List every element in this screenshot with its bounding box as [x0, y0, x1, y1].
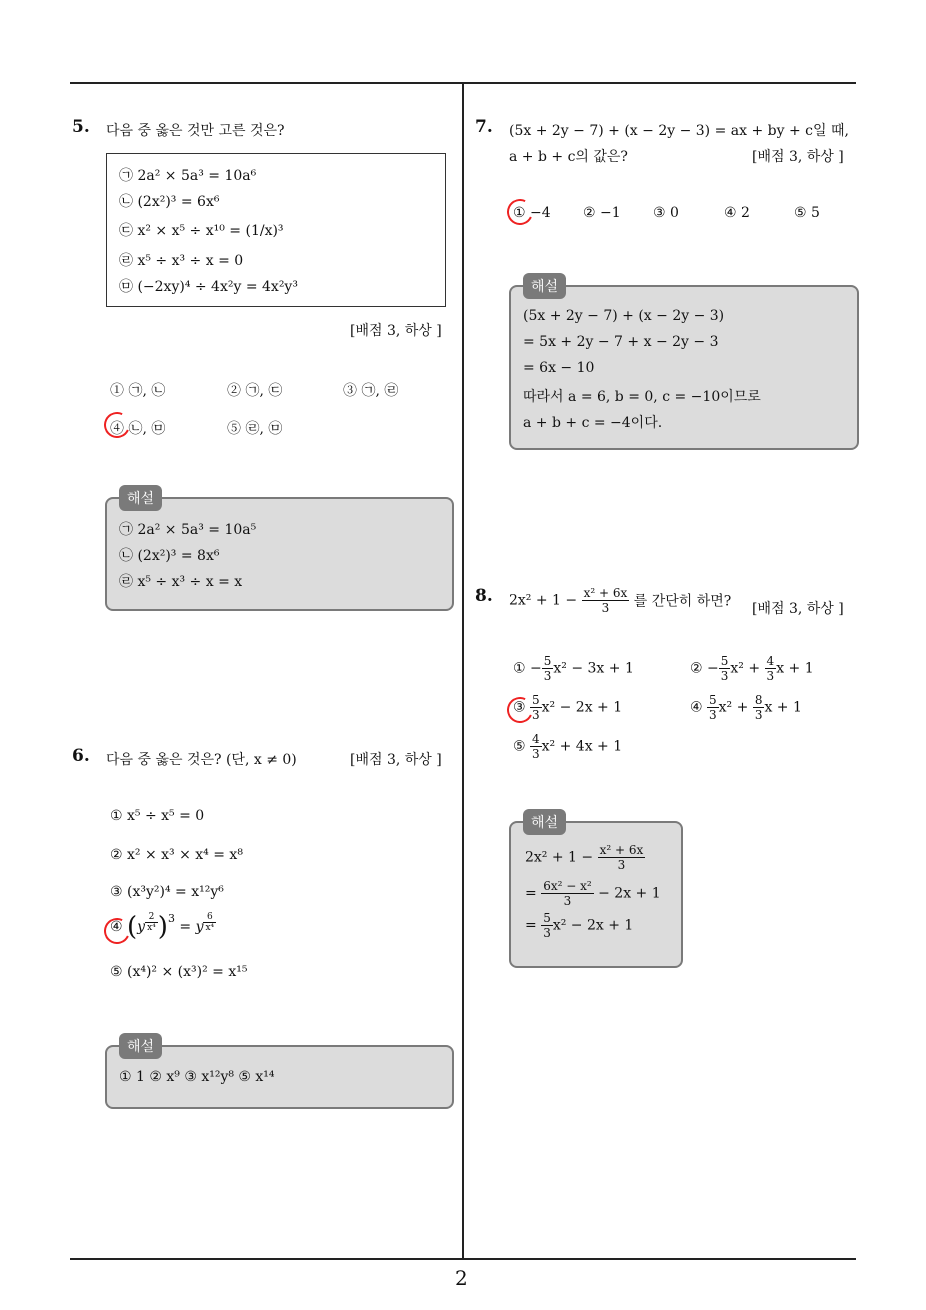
q8-c2-frac2	[765, 654, 777, 683]
q5-text: 다음 중 옳은 것만 고른 것은?	[106, 123, 285, 139]
q7-solution-box	[509, 285, 859, 450]
q6-c4-exp: 3	[167, 912, 175, 925]
q8-solution-line-3	[525, 911, 633, 940]
q8-c3-rest: x² − 2x + 1	[541, 699, 623, 716]
q6-choice-3[interactable]: ③ (x³y²)⁴ = x¹²y⁶	[110, 884, 224, 900]
q8-text	[509, 586, 731, 615]
q8-sol-l2-pre: =	[525, 885, 537, 902]
q5-choice-4[interactable]: ④ ㉡, ㉤	[110, 421, 166, 437]
q8-c2-d2: 3	[766, 669, 775, 683]
q8-c1-mark: ①	[513, 660, 526, 677]
q7-solution-line: = 6x − 10	[523, 360, 595, 376]
q8-c4-rest2: x + 1	[764, 699, 802, 716]
q8-sol-l2-frac	[541, 879, 593, 908]
q6-choice-4-mark: ④	[110, 919, 123, 935]
q8-sol-l1-pre: 2x² + 1 −	[525, 849, 594, 866]
q5-choice-2[interactable]: ② ㉠, ㉢	[227, 383, 283, 399]
q8-c1-n1: 5	[543, 654, 552, 668]
q7-choice-4[interactable]: ④ 2	[724, 205, 750, 221]
q7-choice-3[interactable]: ③ 0	[653, 205, 679, 221]
q8-c2-rest2: x + 1	[776, 660, 814, 677]
q8-c1-d1: 3	[543, 669, 552, 683]
q8-solution-box	[509, 821, 683, 968]
q8-text-den: 3	[601, 601, 610, 615]
q8-c4-d1: 3	[709, 708, 717, 722]
q6-c4-num1: 2	[145, 912, 158, 923]
q8-c2-mark: ②	[690, 660, 703, 677]
q8-solution-line-1	[525, 843, 645, 872]
q8-text-post: 를 간단히 하면?	[633, 593, 732, 610]
q6-c4-frac2	[203, 912, 216, 933]
q8-c3-mark: ③	[513, 699, 526, 716]
q8-c5-d1: 3	[532, 747, 540, 761]
q8-c2-rest: x² +	[730, 660, 761, 677]
q5-item: ㉤ (−2xy)⁴ ÷ 4x²y = 4x²y³	[119, 279, 298, 295]
q5-item: ㉡ (2x²)³ = 6x⁶	[119, 194, 220, 210]
q6-choice-1[interactable]: ① x⁵ ÷ x⁵ = 0	[110, 808, 205, 824]
q5-choice-5[interactable]: ⑤ ㉣, ㉤	[227, 421, 283, 437]
q7-choice-5[interactable]: ⑤ 5	[794, 205, 820, 221]
q7-score: [배점 3, 하상 ]	[752, 149, 844, 165]
q8-c4-n1: 5	[709, 693, 717, 707]
q7-solution-tag: 해설	[523, 273, 566, 299]
q6-c4-den1: x⁴	[147, 923, 156, 933]
q8-c3-d1: 3	[532, 708, 540, 722]
q8-solution-tag: 해설	[523, 809, 566, 835]
q8-c4-n2: 8	[754, 693, 763, 707]
bottom-rule	[70, 1258, 856, 1260]
q8-choice-2[interactable]	[690, 654, 814, 683]
q8-choice-1[interactable]	[513, 654, 634, 683]
page-number: 2	[455, 1266, 468, 1290]
q8-choice-5[interactable]	[513, 732, 622, 761]
q7-text-line1: (5x + 2y − 7) + (x − 2y − 3) = ax + by + c일 때,	[509, 123, 849, 139]
q8-c4-mark: ④	[690, 699, 703, 716]
q8-c5-rest: x² + 4x + 1	[541, 738, 623, 755]
q8-c2-frac1	[719, 654, 731, 683]
q6-solution-tag: 해설	[119, 1033, 162, 1059]
q8-text-pre: 2x² + 1 −	[509, 592, 578, 609]
q5-solution-line: ㉡ (2x²)³ = 8x⁶	[119, 548, 220, 564]
q6-score: [배점 3, 하상 ]	[350, 752, 442, 768]
q5-item: ㉣ x⁵ ÷ x³ ÷ x = 0	[119, 253, 244, 269]
q5-choice-1[interactable]: ① ㉠, ㉡	[110, 383, 166, 399]
q6-c4-den2: x⁴	[205, 923, 215, 933]
q6-text: 다음 중 옳은 것은? (단, x ≠ 0)	[106, 752, 297, 768]
right-paren: )	[157, 912, 168, 942]
q8-c4-frac1	[707, 693, 719, 722]
q8-score: [배점 3, 하상 ]	[752, 601, 844, 617]
q5-number: 5.	[72, 117, 90, 137]
q8-sol-l2-num: 6x² − x²	[543, 879, 592, 893]
q5-solution-line: ㉠ 2a² × 5a³ = 10a⁵	[119, 522, 257, 538]
q6-c4-base: y	[137, 919, 146, 935]
q5-choice-3[interactable]: ③ ㉠, ㉣	[343, 383, 399, 399]
q7-text-line2: a + b + c의 값은?	[509, 149, 628, 165]
q8-c5-mark: ⑤	[513, 738, 526, 755]
q5-item: ㉠ 2a² × 5a³ = 10a⁶	[119, 168, 257, 184]
q6-c4-eq: = y	[179, 919, 204, 935]
q8-c5-n1: 4	[532, 732, 540, 746]
q7-solution-line: 따라서 a = 6, b = 0, c = −10이므로	[523, 389, 761, 405]
q6-c4-frac1	[145, 912, 158, 933]
q8-sol-l3-den: 3	[543, 926, 551, 940]
q5-items-box	[106, 153, 446, 307]
q8-sol-l3-pre: =	[525, 917, 537, 934]
q8-c2-n2: 4	[766, 654, 775, 668]
q5-score: [배점 3, 하상 ]	[350, 323, 442, 339]
q8-c4-frac2	[753, 693, 765, 722]
q8-sol-l1-num: x² + 6x	[599, 843, 644, 857]
q7-number: 7.	[475, 117, 493, 137]
answer-mark-circle	[503, 195, 536, 228]
q8-c3-n1: 5	[532, 693, 540, 707]
q8-c4-rest: x² +	[718, 699, 749, 716]
q6-choice-2[interactable]: ② x² × x³ × x⁴ = x⁸	[110, 847, 243, 863]
q8-number: 8.	[475, 586, 493, 606]
q6-solution-line: ① 1 ② x⁹ ③ x¹²y⁸ ⑤ x¹⁴	[119, 1069, 275, 1085]
q8-c2-d1: 3	[720, 669, 729, 683]
q8-text-num: x² + 6x	[583, 586, 628, 600]
q8-text-frac	[582, 586, 630, 615]
q7-solution-line: = 5x + 2y − 7 + x − 2y − 3	[523, 334, 719, 350]
q8-c2-sign: −	[707, 660, 719, 677]
q8-sol-l3-num: 5	[543, 911, 551, 925]
left-paren: (	[127, 912, 138, 942]
q8-c4-d2: 3	[754, 708, 763, 722]
q8-sol-l3-frac	[541, 911, 553, 940]
q8-c2-n1: 5	[720, 654, 729, 668]
q8-c1-rest: x² − 3x + 1	[553, 660, 634, 677]
q7-solution-line: (5x + 2y − 7) + (x − 2y − 3)	[523, 308, 725, 324]
q8-solution-line-2	[525, 879, 661, 908]
q8-c5-frac	[530, 732, 542, 761]
q5-solution-tag: 해설	[119, 485, 162, 511]
q8-sol-l2-post: − 2x + 1	[598, 885, 661, 902]
q5-solution-line: ㉣ x⁵ ÷ x³ ÷ x = x	[119, 574, 243, 590]
q7-solution-line: a + b + c = −4이다.	[523, 415, 663, 431]
q8-c1-frac	[542, 654, 554, 683]
q8-sol-l3-post: x² − 2x + 1	[552, 917, 634, 934]
q8-sol-l1-den: 3	[617, 858, 626, 872]
q8-c1-sign: −	[530, 660, 542, 677]
q8-sol-l1-frac	[598, 843, 646, 872]
column-divider	[462, 82, 464, 1258]
q6-c4-num2: 6	[203, 912, 216, 923]
q6-number: 6.	[72, 746, 90, 766]
q7-choice-2[interactable]: ② −1	[583, 205, 621, 221]
q5-item: ㉢ x² × x⁵ ÷ x¹⁰ = (1/x)³	[119, 223, 284, 239]
q5-solution-box	[105, 497, 454, 611]
q8-sol-l2-den: 3	[563, 894, 572, 908]
q8-choice-4[interactable]	[690, 693, 802, 722]
q7-choice-1[interactable]: ① −4	[513, 205, 551, 221]
q6-choice-5[interactable]: ⑤ (x⁴)² × (x³)² = x¹⁵	[110, 964, 248, 980]
